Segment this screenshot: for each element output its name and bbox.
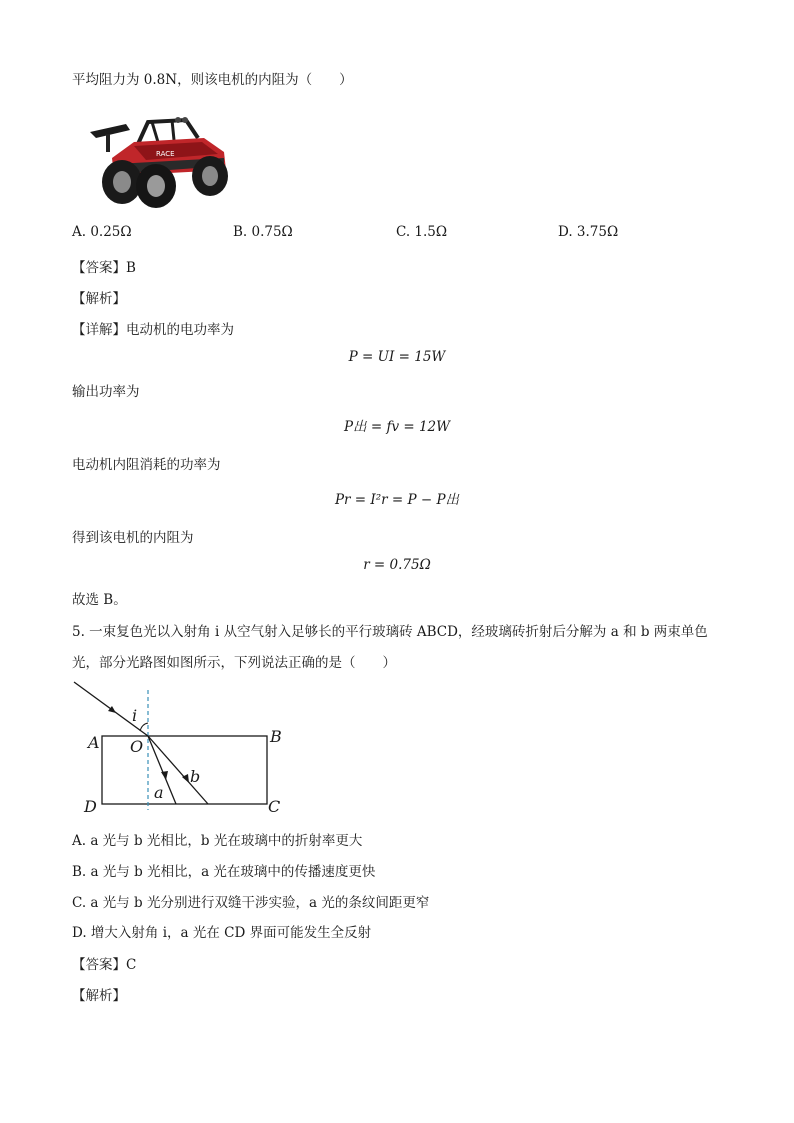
label-B: B: [270, 727, 282, 746]
q5-stem-line2: 光，部分光路图如图所示，下列说法正确的是（ ）: [72, 655, 396, 671]
label-C: C: [268, 797, 281, 816]
q4-conclusion: 故选 B。: [72, 592, 127, 608]
label-D: D: [84, 797, 97, 816]
internal-power-label: 电动机内阻消耗的功率为: [72, 457, 221, 473]
q5-option-a: A. a 光与 b 光相比，b 光在玻璃中的折射率更大: [72, 833, 363, 849]
label-A: A: [88, 733, 100, 752]
glass-brick-diagram: [72, 676, 292, 816]
q5-answer: 【答案】C: [72, 957, 137, 973]
equation-internal-power: Pr = I²r = P − P出: [334, 492, 460, 508]
q4-option-d: D. 3.75Ω: [558, 224, 619, 240]
equation-resistance: r = 0.75Ω: [363, 557, 431, 573]
label-b: b: [190, 767, 201, 786]
q5-option-c: C. a 光与 b 光分别进行双缝干涉实验，a 光的条纹间距更窄: [72, 895, 430, 911]
q5-analysis-heading: 【解析】: [72, 988, 126, 1004]
output-power-label: 输出功率为: [72, 384, 140, 400]
q5-option-b: B. a 光与 b 光相比，a 光在玻璃中的传播速度更快: [72, 864, 376, 880]
label-i: i: [132, 706, 138, 725]
rc-car-image: [86, 94, 236, 212]
q4-option-a: A. 0.25Ω: [72, 224, 132, 240]
q4-option-c: C. 1.5Ω: [396, 224, 448, 240]
equation-output-power: P出 = fv = 12W: [343, 419, 451, 435]
label-O: O: [130, 737, 144, 756]
q5-stem-line1: 5. 一束复色光以入射角 i 从空气射入足够长的平行玻璃砖 ABCD，经玻璃砖折射后分解为 a 和 b 两束单色: [72, 624, 708, 640]
resistance-label: 得到该电机的内阻为: [72, 530, 194, 546]
q4-tail-text: 平均阻力为 0.8N，则该电机的内阻为（ ）: [72, 72, 353, 88]
q5-option-d: D. 增大入射角 i，a 光在 CD 界面可能发生全反射: [72, 925, 372, 941]
q4-answer: 【答案】B: [72, 260, 136, 276]
glass-brick-rect: [102, 736, 267, 804]
svg-text:RACE: RACE: [156, 150, 175, 158]
equation-electric-power: P = UI = 15W: [348, 349, 446, 365]
q4-detail-line: 【详解】电动机的电功率为: [72, 322, 234, 338]
label-a: a: [154, 783, 164, 802]
q4-option-b: B. 0.75Ω: [233, 224, 293, 240]
q4-analysis-heading: 【解析】: [72, 291, 126, 307]
